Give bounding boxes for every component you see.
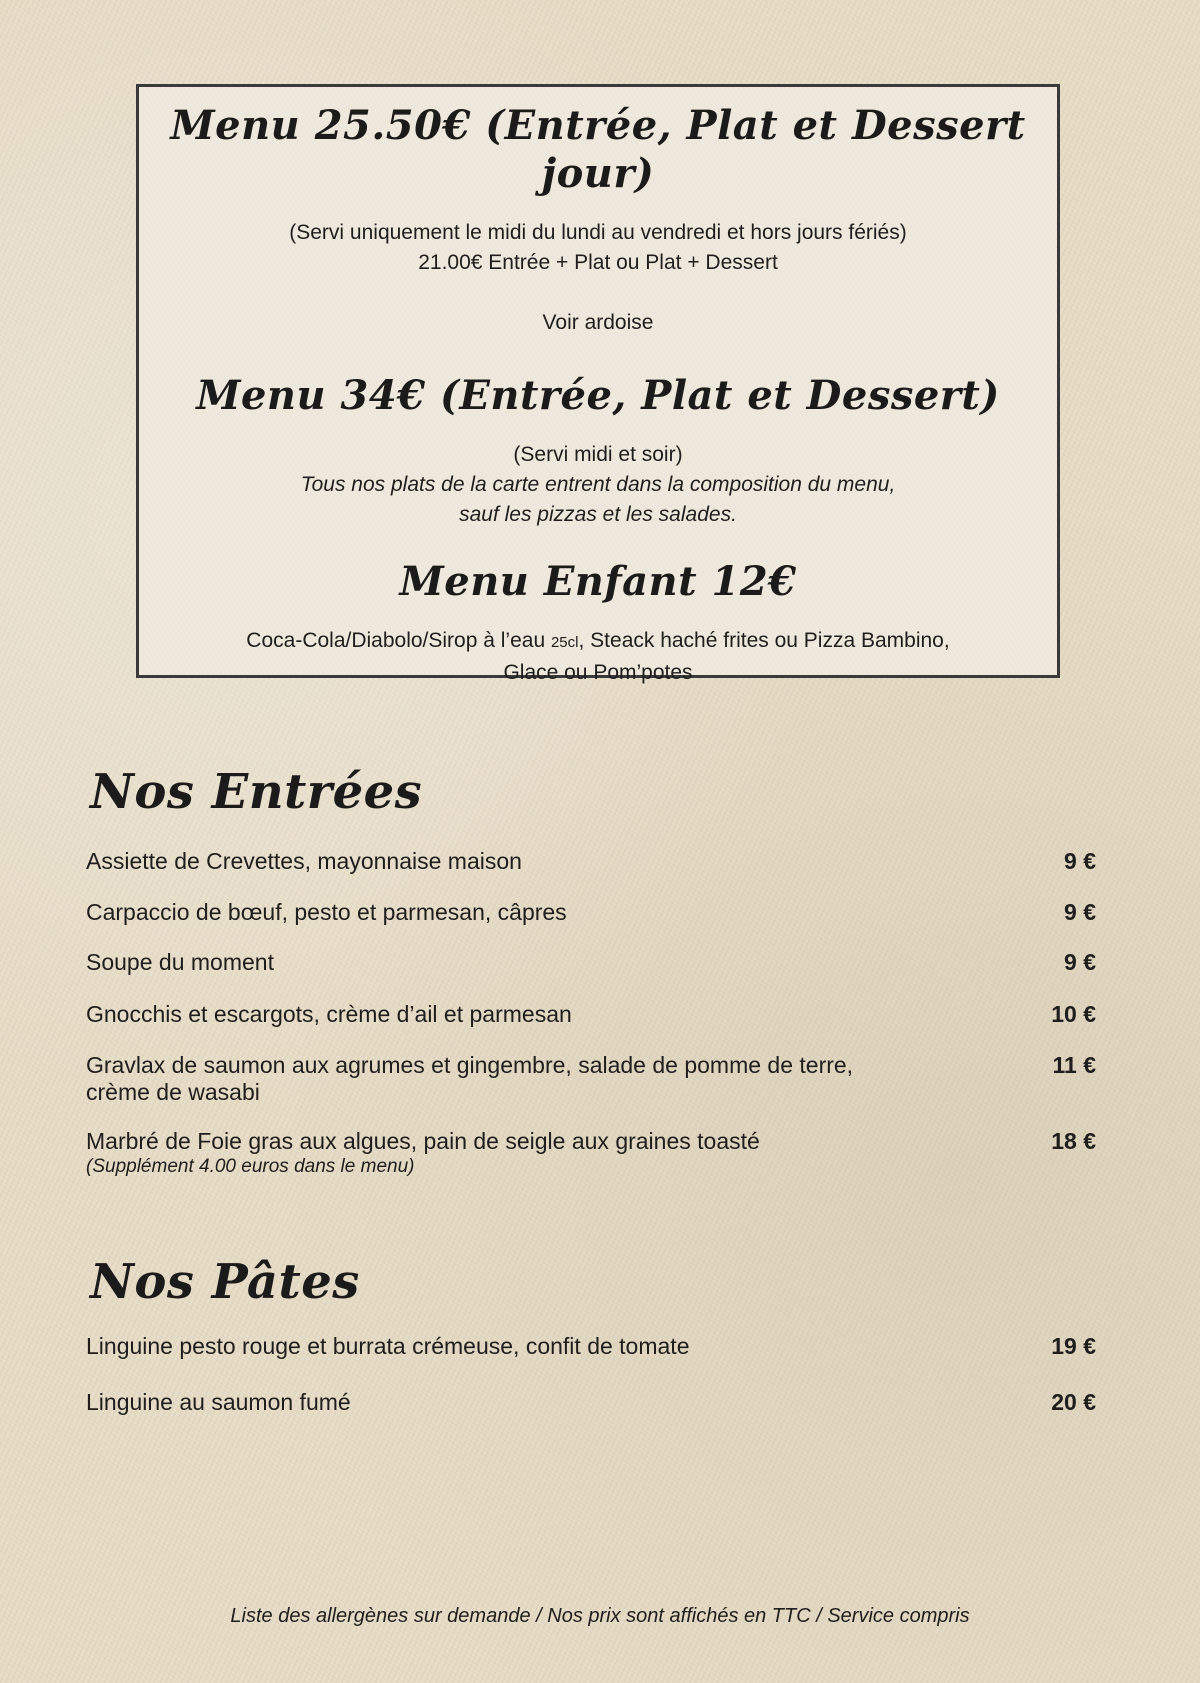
menu-carte-exclusions: sauf les pizzas et les salades. (459, 503, 737, 526)
menu-enfant-contents (139, 626, 1057, 658)
menu-jour-conditions: (Servi uniquement le midi du lundi au vendredi et hors jours fériés) (289, 221, 907, 244)
entree-item (86, 1001, 1096, 1028)
entree-item-name: Gravlax de saumon aux agrumes et gingembre, salade de pomme de terre, crème de wasabi (86, 1052, 854, 1105)
pates-item-name: Linguine au saumon fumé (86, 1389, 351, 1415)
pates-item (86, 1389, 1096, 1416)
entree-item-note: (Supplément 4.00 euros dans le menu) (86, 1156, 415, 1177)
entree-item-name: Marbré de Foie gras aux algues, pain de seigle aux graines toasté (86, 1128, 760, 1154)
menu-carte-description: Tous nos plats de la carte entrent dans la composition du menu, (300, 473, 896, 496)
entree-item-price: 11 € (1052, 1052, 1096, 1078)
entree-item-price: 9 € (1064, 848, 1096, 874)
pates-item (86, 1333, 1096, 1360)
entree-item (86, 1128, 1096, 1179)
menu-jour-title: Menu 25.50€ (Entrée, Plat et Dessert jour) (170, 102, 1026, 197)
pates-item-price: 20 € (1051, 1389, 1096, 1415)
menu-carte-title: Menu 34€ (Entrée, Plat et Dessert) (196, 372, 1000, 419)
menus-box (136, 84, 1060, 684)
menu-enfant-mains: , Steack haché frites ou Pizza Bambino, (578, 629, 950, 652)
pates-item-price: 19 € (1051, 1333, 1096, 1359)
entree-item-name: Soupe du moment (86, 949, 274, 975)
entree-item-price: 9 € (1064, 899, 1096, 925)
entree-item (86, 1052, 1096, 1106)
pates-title: Nos Pâtes (90, 1254, 360, 1310)
entree-item-name: Carpaccio de bœuf, pesto et parmesan, câpres (86, 899, 567, 925)
menu-jour-formula: 21.00€ Entrée + Plat ou Plat + Dessert (418, 251, 778, 274)
entree-item (86, 949, 1096, 976)
menu-jour-note: Voir ardoise (542, 311, 654, 334)
footer-note: Liste des allergènes sur demande / Nos prix sont affichés en TTC / Service compris (230, 1605, 970, 1627)
entree-item-price: 18 € (1051, 1128, 1096, 1154)
entree-item-price: 9 € (1064, 949, 1096, 975)
entrees-title: Nos Entrées (90, 764, 423, 820)
menu-enfant-title: Menu Enfant 12€ (399, 558, 797, 605)
menu-carte-service: (Servi midi et soir) (513, 443, 683, 466)
menu-enfant-volume: 25cl (550, 634, 579, 651)
pates-item-name: Linguine pesto rouge et burrata crémeuse, confit de tomate (86, 1333, 690, 1359)
entree-item-price: 10 € (1051, 1001, 1096, 1027)
menu-enfant-drinks: Coca-Cola/Diabolo/Sirop à l’eau (246, 629, 551, 652)
entree-item (86, 899, 1096, 926)
entree-item (86, 848, 1096, 875)
menu-enfant-dessert: Glace ou Pom’potes (503, 661, 693, 684)
entree-item-name: Assiette de Crevettes, mayonnaise maison (86, 848, 522, 874)
entree-item-name: Gnocchis et escargots, crème d’ail et parmesan (86, 1001, 572, 1027)
